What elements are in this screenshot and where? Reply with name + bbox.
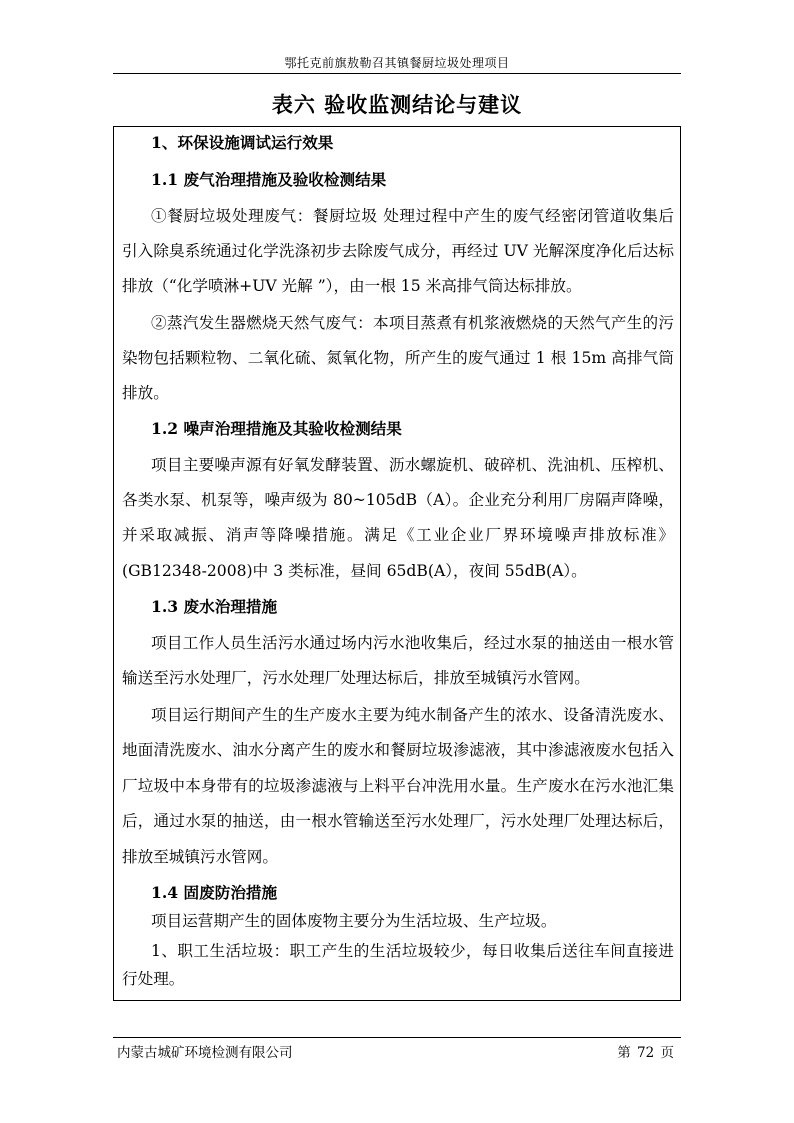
section-heading-1: 1、环保设施调试运行效果: [151, 133, 334, 152]
paragraph-line: 染物包括颗粒物、二氧化硫、氮氧化物，所产生的废气通过 1 根 15m 高排气筒: [122, 349, 674, 367]
paragraph-line: 项目主要噪声源有好氧发酵装置、沥水螺旋机、破碎机、洗油机、压榨机、: [151, 456, 674, 474]
paragraph-line: 排放至城镇污水管网。: [122, 848, 278, 866]
paragraph-line: 排放。: [122, 384, 169, 402]
paragraph-line: 输送至污水处理厂，污水处理厂处理达标后，排放至城镇污水管网。: [122, 669, 590, 687]
paragraph-line: 1、职工生活垃圾：职工产生的生活垃圾较少，每日收集后送往车间直接进: [151, 942, 674, 960]
footer-page-number: 第 72 页: [617, 1045, 674, 1061]
subsection-heading-1-4: 1.4 固废防治措施: [151, 883, 278, 902]
paragraph-line: 行处理。: [122, 970, 185, 988]
table-title: 表六 验收监测结论与建议: [271, 92, 523, 117]
header-rule: [113, 73, 681, 74]
subsection-heading-1-3: 1.3 废水治理措施: [151, 597, 278, 616]
paragraph-line: 项目工作人员生活污水通过场内污水池收集后，经过水泵的抽送由一根水管: [151, 634, 674, 652]
paragraph-line: 引入除臭系统通过化学洗涤初步去除废气成分，再经过 UV 光解深度净化后达标: [122, 242, 674, 260]
footer-company: 内蒙古城矿环境检测有限公司: [117, 1045, 293, 1061]
paragraph-line: ②蒸汽发生器燃烧天然气废气：本项目蒸煮有机浆液燃烧的天然气产生的污: [151, 314, 674, 332]
paragraph-line: ①餐厨垃圾处理废气：餐厨垃圾 处理过程中产生的废气经密闭管道收集后: [151, 207, 674, 225]
paragraph-line: 排放（“化学喷淋+UV 光解 ”），由一根 15 米高排气筒达标排放。: [122, 277, 582, 295]
paragraph-line: 项目运行期间产生的生产废水主要为纯水制备产生的浓水、设备清洗废水、: [151, 706, 674, 724]
paragraph-line: 厂垃圾中本身带有的垃圾渗滤液与上料平台冲洗用水量。生产废水在污水池汇集: [122, 777, 674, 795]
paragraph-line: 后，通过水泵的抽送，由一根水管输送至污水处理厂，污水处理厂处理达标后，: [122, 812, 674, 830]
running-header: 鄂托克前旗敖勒召其镇餐厨垃圾处理项目: [284, 56, 510, 70]
paragraph-line: (GB12348-2008)中 3 类标准，昼间 65dB(A），夜间 55dB(A）。: [122, 562, 587, 580]
subsection-heading-1-1: 1.1 废气治理措施及验收检测结果: [151, 170, 387, 189]
paragraph-line: 项目运营期产生的固体废物主要分为生活垃圾、生产垃圾。: [151, 912, 557, 930]
subsection-heading-1-2: 1.2 噪声治理措施及其验收检测结果: [151, 419, 402, 438]
footer-rule: [113, 1037, 681, 1038]
content-box: [113, 126, 681, 1001]
paragraph-line: 地面清洗废水、油水分离产生的废水和餐厨垃圾渗滤液，其中渗滤液废水包括入: [122, 741, 674, 759]
paragraph-line: 并采取减振、消声等降噪措施。满足《工业企业厂界环境噪声排放标准》: [122, 526, 674, 544]
paragraph-line: 各类水泵、机泵等，噪声级为 80~105dB（A）。企业充分利用厂房隔声降噪，: [122, 491, 674, 509]
